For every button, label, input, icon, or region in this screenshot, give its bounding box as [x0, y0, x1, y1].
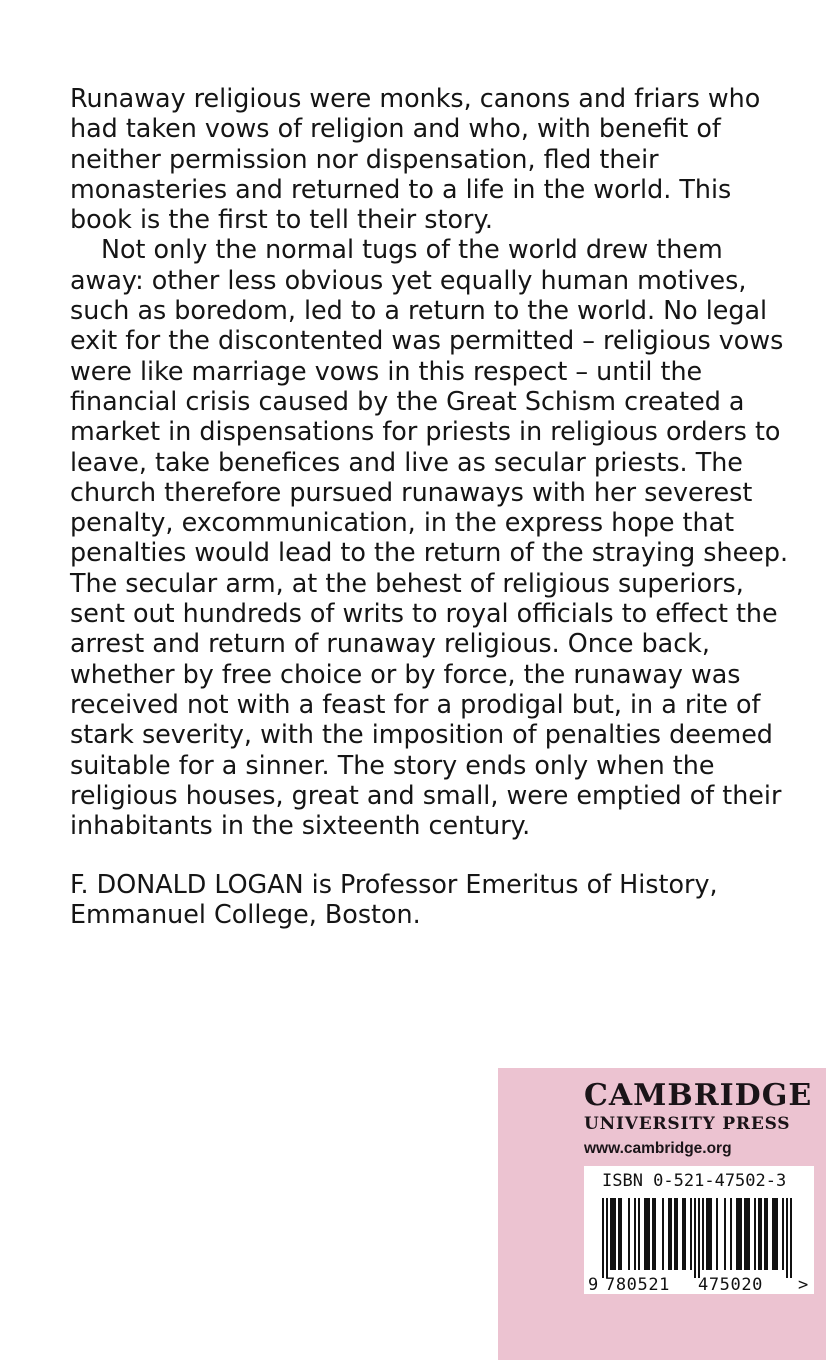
barcode-guard-bar	[606, 1198, 608, 1278]
barcode-bar	[684, 1198, 686, 1270]
barcode-bar	[760, 1198, 762, 1270]
blurb-line: church therefore pursued runaways with her severest	[70, 476, 753, 507]
barcode-bar	[764, 1198, 766, 1270]
blurb-line: market in dispensations for priests in religious orders to	[70, 416, 781, 447]
barcode-bar	[738, 1198, 740, 1270]
barcode-bar	[758, 1198, 760, 1270]
barcode-bar	[746, 1198, 748, 1270]
blurb-line: were like marriage vows in this respect – until the	[70, 355, 703, 386]
barcode-bar	[706, 1198, 708, 1270]
barcode-bar	[628, 1198, 630, 1270]
ean-first-digit: 9	[588, 1275, 599, 1294]
barcode-guard-bar	[602, 1198, 604, 1278]
barcode-bar	[646, 1198, 648, 1270]
barcode-bar	[754, 1198, 756, 1270]
blurb-line: penalties would lead to the return of the straying sheep.	[70, 537, 789, 568]
blurb-line: received not with a feast for a prodigal but, in a rite of	[70, 688, 761, 719]
barcode-bar	[682, 1198, 684, 1270]
blurb-paragraph-1	[70, 83, 770, 234]
blurb-line: monasteries and returned to a life in the world. This	[70, 173, 732, 204]
barcode-bar	[614, 1198, 616, 1270]
barcode-box	[584, 1166, 814, 1294]
blurb-line: leave, take benefices and live as secular priests. The	[70, 446, 743, 477]
blurb-line: religious houses, great and small, were emptied of their	[70, 779, 782, 810]
author-bio	[70, 869, 770, 930]
barcode-bar	[766, 1198, 768, 1270]
barcode-bar	[710, 1198, 712, 1270]
author-bio-line: F. DONALD LOGAN is Professor Emeritus of History,	[70, 869, 718, 899]
blurb-line: financial crisis caused by the Great Schism created a	[70, 385, 745, 416]
barcode-bar	[772, 1198, 774, 1270]
blurb-line: sent out hundreds of writs to royal officials to effect the	[70, 598, 778, 629]
barcode-bar	[774, 1198, 776, 1270]
barcode-bar	[782, 1198, 784, 1270]
blurb-line: book is the first to tell their story.	[70, 204, 493, 235]
blurb-line: whether by free choice or by force, the runaway was	[70, 658, 741, 689]
publisher-name: CAMBRIDGE	[584, 1078, 813, 1113]
barcode-guard-bar	[786, 1198, 788, 1278]
barcode-bar	[736, 1198, 738, 1270]
barcode-bar	[748, 1198, 750, 1270]
barcode-bar	[740, 1198, 742, 1270]
publisher-panel	[498, 1068, 826, 1360]
barcode-bar	[716, 1198, 718, 1270]
barcode-bar	[620, 1198, 622, 1270]
barcode-bar	[674, 1198, 676, 1270]
blurb-line: neither permission nor dispensation, fled their	[70, 143, 659, 174]
barcode-bar	[702, 1198, 704, 1270]
barcode-bar	[668, 1198, 670, 1270]
barcode-bar	[724, 1198, 726, 1270]
publisher-url: www.cambridge.org	[584, 1140, 732, 1157]
barcode-bar	[610, 1198, 612, 1270]
barcode-bar	[676, 1198, 678, 1270]
author-bio-line: Emmanuel College, Boston.	[70, 899, 421, 930]
barcode-guard-bar	[790, 1198, 792, 1278]
barcode-guard-bar	[694, 1198, 696, 1278]
blurb-paragraph-2	[70, 234, 789, 841]
barcode-bar	[730, 1198, 732, 1270]
blurb-line: The secular arm, at the behest of religious superiors,	[70, 567, 744, 598]
barcode-bar	[652, 1198, 654, 1270]
isbn-label: ISBN 0-521-47502-3	[602, 1171, 787, 1191]
ean-left-digits: 780521	[605, 1275, 671, 1294]
blurb-line: Runaway religious were monks, canons and friars who	[70, 83, 761, 113]
barcode-bar	[618, 1198, 620, 1270]
publisher-press: UNIVERSITY PRESS	[584, 1114, 791, 1134]
barcode-bar	[690, 1198, 692, 1270]
barcode-bar	[634, 1198, 636, 1270]
barcode-bar	[662, 1198, 664, 1270]
blurb-line: such as boredom, led to a return to the world. No legal	[70, 295, 768, 326]
blurb-line: suitable for a sinner. The story ends only when the	[70, 749, 715, 780]
blurb-line: stark severity, with the imposition of penalties deemed	[70, 719, 773, 750]
blurb-line: Not only the normal tugs of the world drew them	[101, 234, 723, 265]
barcode-guard-bar	[698, 1198, 700, 1278]
barcode-bar	[612, 1198, 614, 1270]
blurb-line: exit for the discontented was permitted – religious vows	[70, 325, 784, 356]
barcode-bar	[744, 1198, 746, 1270]
ean-right-digits: 475020	[698, 1275, 764, 1294]
blurb-line: had taken vows of religion and who, with benefit of	[70, 113, 721, 144]
barcode-bar	[644, 1198, 646, 1270]
barcode-bar	[638, 1198, 640, 1270]
blurb-line: arrest and return of runaway religious. Once back,	[70, 628, 710, 659]
barcode-bar	[708, 1198, 710, 1270]
blurb-line: inhabitants in the sixteenth century.	[70, 810, 531, 841]
ean-quiet-mark: >	[798, 1275, 809, 1294]
back-cover-blurb	[70, 83, 789, 841]
barcode-bar	[776, 1198, 778, 1270]
barcode-bar	[670, 1198, 672, 1270]
barcode-icon	[584, 1196, 814, 1294]
barcode-bar	[654, 1198, 656, 1270]
barcode-bar	[648, 1198, 650, 1270]
blurb-line: away: other less obvious yet equally human motives,	[70, 264, 747, 295]
blurb-line: penalty, excommunication, in the express hope that	[70, 507, 735, 538]
